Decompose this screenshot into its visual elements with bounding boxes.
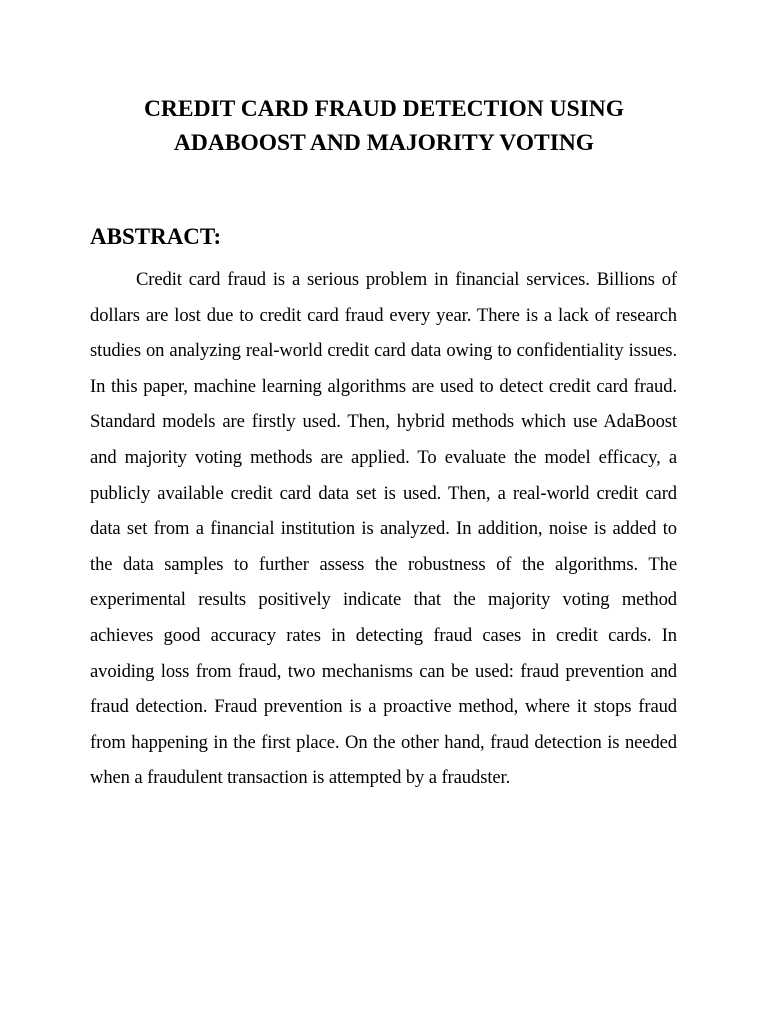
abstract-paragraph: Credit card fraud is a serious problem in financial services. Billions of dollars are lost due to credit card fraud every year. There is a lack of research studies on analyzing real-world credit card data owing to confidentiality issues. In this paper, machine learning algorithms are used to detect credit card fraud. Standard models are firstly used. Then, hybrid methods which use AdaBoost and majority voting methods are applied. To evaluate the model efficacy, a publicly available credit card data set is used. Then, a real-world credit card data set from a financial institution is analyzed. In addition, noise is added to the data samples to further assess the robustness of the algorithms. The experimental results positively indicate that the majority voting method achieves good accuracy rates in detecting fraud cases in credit cards. In avoiding loss from fraud, two mechanisms can be used: fraud prevention and fraud detection. Fraud prevention is a proactive method, where it stops fraud from happening in the first place. On the other hand, fraud detection is needed when a fraudulent transaction is attempted by a fraudster.	[90, 269, 677, 789]
title-line-1: CREDIT CARD FRAUD DETECTION USING	[143, 96, 625, 122]
abstract-heading: ABSTRACT:	[90, 224, 222, 249]
document-title	[0, 92, 768, 160]
title-line-2: ADABOOST AND MAJORITY VOTING	[173, 130, 595, 156]
